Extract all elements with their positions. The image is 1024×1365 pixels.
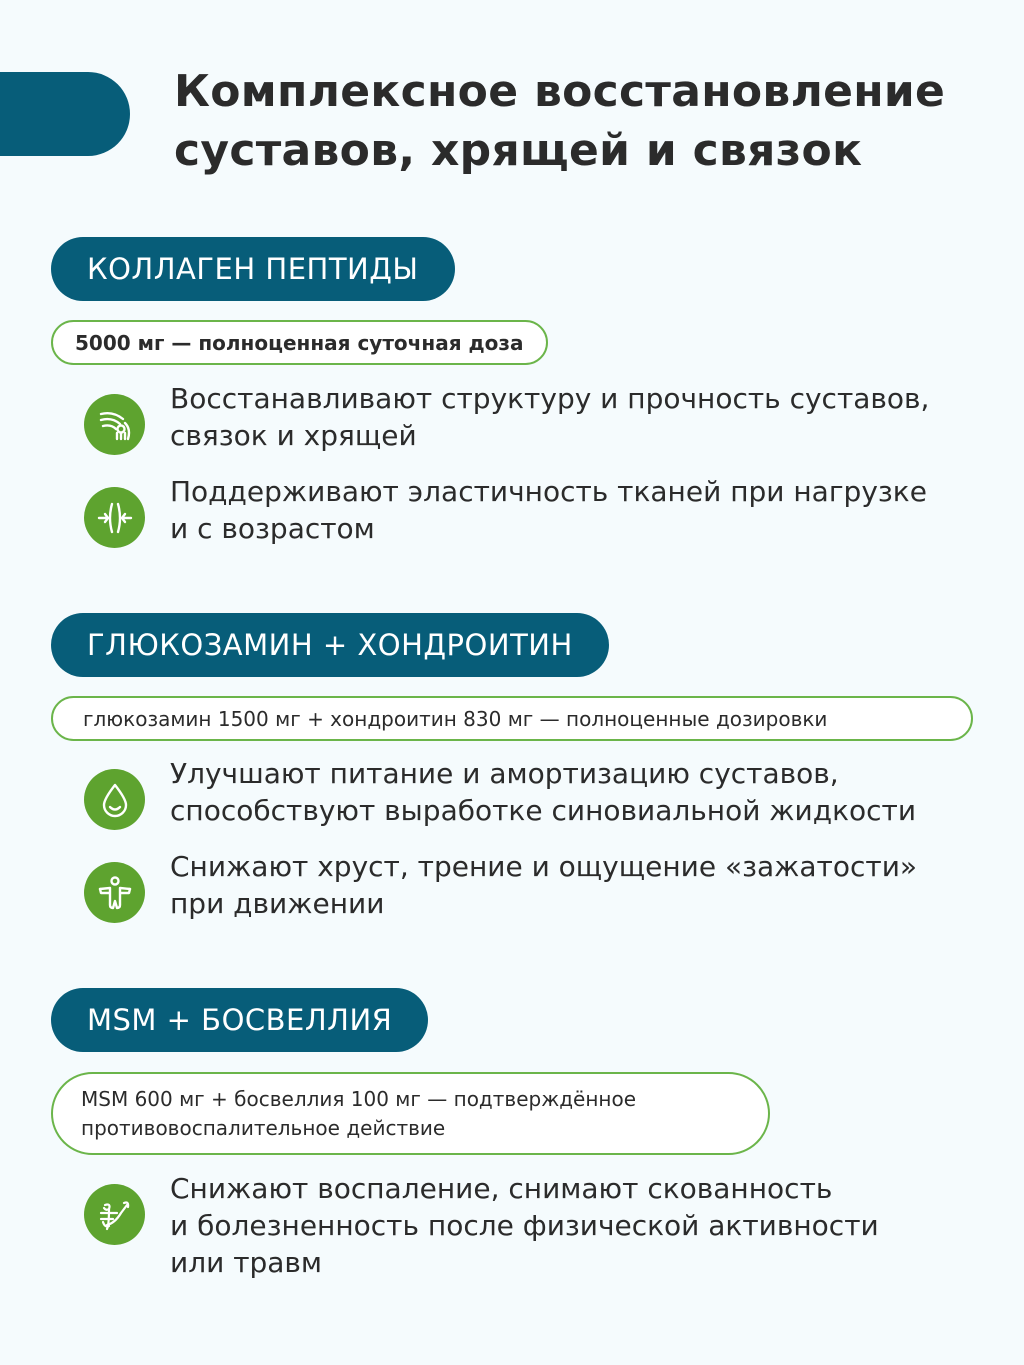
page-title-line-2: суставов, хрящей и связок — [174, 125, 863, 176]
benefit-item-collagen-1 — [84, 382, 930, 455]
benefit-text: Снижают воспаление, снимают скованность и болезненность после физической активности или травм — [170, 1172, 879, 1279]
benefit-text: Восстанавливают структуру и прочность суставов, связок и хрящей — [170, 382, 930, 452]
droplet-icon — [84, 769, 145, 830]
elasticity-arrows-icon — [84, 487, 145, 548]
benefit-text: Поддерживают эластичность тканей при нагрузке и с возрастом — [170, 475, 927, 545]
section-title-glucosamine: ГЛЮКОЗАМИН + ХОНДРОИТИН — [51, 613, 609, 677]
dose-text: 5000 мг — полноценная суточная доза — [75, 330, 524, 355]
page-title-line-1: Комплексное восстановление — [174, 66, 946, 117]
benefit-item-glucosamine-1 — [84, 757, 917, 830]
section-title-collagen: КОЛЛАГЕН ПЕПТИДЫ — [51, 237, 455, 301]
joint-knee-icon — [84, 394, 145, 455]
section-title-msm: MSM + БОСВЕЛЛИЯ — [51, 988, 428, 1052]
benefit-text: Улучшают питание и амортизацию суставов, способствуют выработке синовиальной жидкости — [170, 757, 917, 827]
dose-badge-glucosamine — [51, 696, 973, 741]
benefit-item-msm-1 — [84, 1172, 879, 1279]
benefit-item-collagen-2 — [84, 475, 927, 548]
dose-badge-collagen — [51, 320, 548, 365]
person-stretch-icon — [84, 862, 145, 923]
accent-tab-decoration — [0, 72, 130, 156]
dose-text: MSM 600 мг + босвеллия 100 мг — подтверждённое противовоспалительное действие — [81, 1086, 637, 1140]
dose-text: глюкозамин 1500 мг + хондроитин 830 мг — полноценные дозировки — [83, 706, 828, 731]
benefit-text: Снижают хруст, трение и ощущение «зажатости» при движении — [170, 850, 918, 920]
dose-badge-msm — [51, 1072, 770, 1155]
benefit-item-glucosamine-2 — [84, 850, 918, 923]
arm-inflammation-icon — [84, 1184, 145, 1245]
page-title — [174, 62, 945, 180]
